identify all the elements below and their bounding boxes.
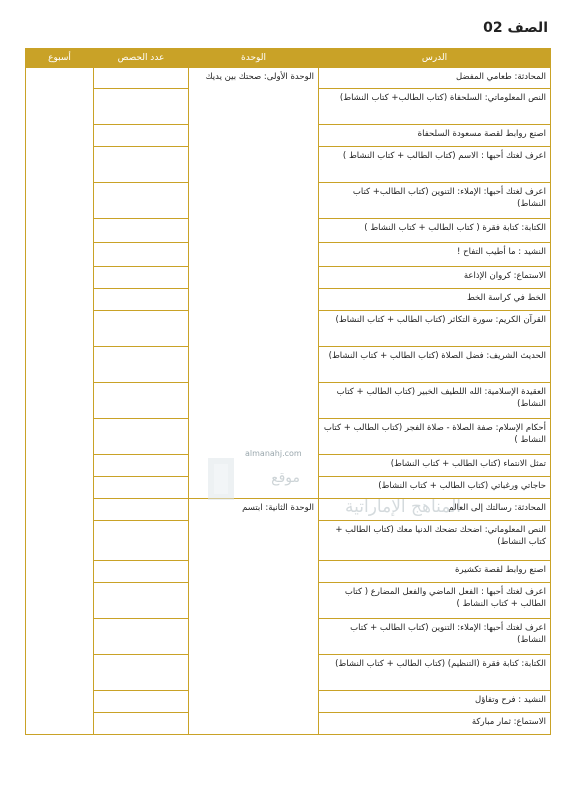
unit-cell: الوحدة الثانية: ابتسم	[189, 499, 319, 735]
lesson-cell: اعرف لغتك أحبها : الاسم (كتاب الطالب + كتاب النشاط )	[319, 147, 551, 183]
lesson-cell: اعرف لغتك أحبها : الفعل الماضي والفعل المضارع ( كتاب الطالب + كتاب النشاط )	[319, 583, 551, 619]
sessions-cell	[94, 243, 189, 267]
table-header-row	[26, 49, 551, 68]
sessions-cell	[94, 655, 189, 691]
page-title: الصف 02	[483, 20, 548, 36]
lesson-cell: الحديث الشريف: فضل الصلاة (كتاب الطالب + كتاب النشاط)	[319, 347, 551, 383]
lesson-cell: اصنع روابط لقصة مسعودة السلحفاة	[319, 125, 551, 147]
sessions-cell	[94, 347, 189, 383]
lesson-cell: الكتابة: كتابة فقرة (التنظيم) (كتاب الطالب + كتاب النشاط)	[319, 655, 551, 691]
lesson-cell: الكتابة: كتابة فقرة ( كتاب الطالب + كتاب النشاط )	[319, 219, 551, 243]
sessions-cell	[94, 267, 189, 289]
sessions-cell	[94, 183, 189, 219]
sessions-cell	[94, 691, 189, 713]
week-cell	[26, 68, 94, 735]
lesson-cell: النشيد : ما أطيب التفاح !	[319, 243, 551, 267]
sessions-cell	[94, 289, 189, 311]
lesson-plan-table	[25, 48, 551, 735]
sessions-cell	[94, 147, 189, 183]
sessions-cell	[94, 125, 189, 147]
watermark-url: almanahj.com	[245, 449, 302, 458]
table-body	[26, 68, 551, 735]
lesson-cell: القرآن الكريم: سورة التكاثر (كتاب الطالب + كتاب النشاط)	[319, 311, 551, 347]
lesson-cell: اعرف لغتك أحبها: الإملاء: التنوين (كتاب الطالب+ كتاب النشاط)	[319, 183, 551, 219]
watermark-site: موقع	[271, 470, 300, 486]
sessions-cell	[94, 521, 189, 561]
lesson-cell: النشيد : فرح وتفاؤل	[319, 691, 551, 713]
lesson-cell: النص المعلوماتي: السلحفاة (كتاب الطالب+ كتاب النشاط)	[319, 89, 551, 125]
sessions-cell	[94, 68, 189, 89]
lesson-cell: اعرف لغتك أحبها: الإملاء: التنوين (كتاب الطالب + كتاب النشاط)	[319, 619, 551, 655]
lesson-cell: تمثل الانتماء (كتاب الطالب + كتاب النشاط)	[319, 455, 551, 477]
sessions-cell	[94, 477, 189, 499]
header-lesson: الدرس	[319, 49, 551, 68]
lesson-cell: المحادثة: رسالتك إلى العالم	[319, 499, 551, 521]
lesson-cell: الاستماع: ثمار مباركة	[319, 713, 551, 735]
lesson-cell: النص المعلوماتي: اضحك تضحك الدنيا معك (كتاب الطالب + كتاب النشاط)	[319, 521, 551, 561]
sessions-cell	[94, 561, 189, 583]
header-week: أسبوع	[26, 49, 94, 68]
lesson-cell: الاستماع: كروان الإذاعة	[319, 267, 551, 289]
header-unit: الوحدة	[189, 49, 319, 68]
lesson-cell: الخط في كراسة الخط	[319, 289, 551, 311]
sessions-cell	[94, 383, 189, 419]
lesson-cell: المحادثة: طعامي المفضل	[319, 68, 551, 89]
sessions-cell	[94, 583, 189, 619]
watermark-name: المناهج الإماراتية	[345, 497, 461, 517]
unit-cell: الوحدة الأولى: صحتك بين يديك	[189, 68, 319, 499]
sessions-cell	[94, 311, 189, 347]
lesson-cell: اصنع روابط لقصة تكشيرة	[319, 561, 551, 583]
table-row	[26, 68, 551, 89]
lesson-cell: حاجاتي ورغباتي (كتاب الطالب + كتاب النشاط)	[319, 477, 551, 499]
sessions-cell	[94, 455, 189, 477]
sessions-cell	[94, 219, 189, 243]
lesson-cell: أحكام الإسلام: صفة الصلاة - صلاة الفجر (كتاب الطالب + كتاب النشاط )	[319, 419, 551, 455]
sessions-cell	[94, 713, 189, 735]
table-row	[26, 499, 551, 521]
sessions-cell	[94, 419, 189, 455]
sessions-cell	[94, 89, 189, 125]
sessions-cell	[94, 619, 189, 655]
lesson-cell: العقيدة الإسلامية: الله اللطيف الخبير (كتاب الطالب + كتاب النشاط)	[319, 383, 551, 419]
header-sessions: عدد الحصص	[94, 49, 189, 68]
sessions-cell	[94, 499, 189, 521]
